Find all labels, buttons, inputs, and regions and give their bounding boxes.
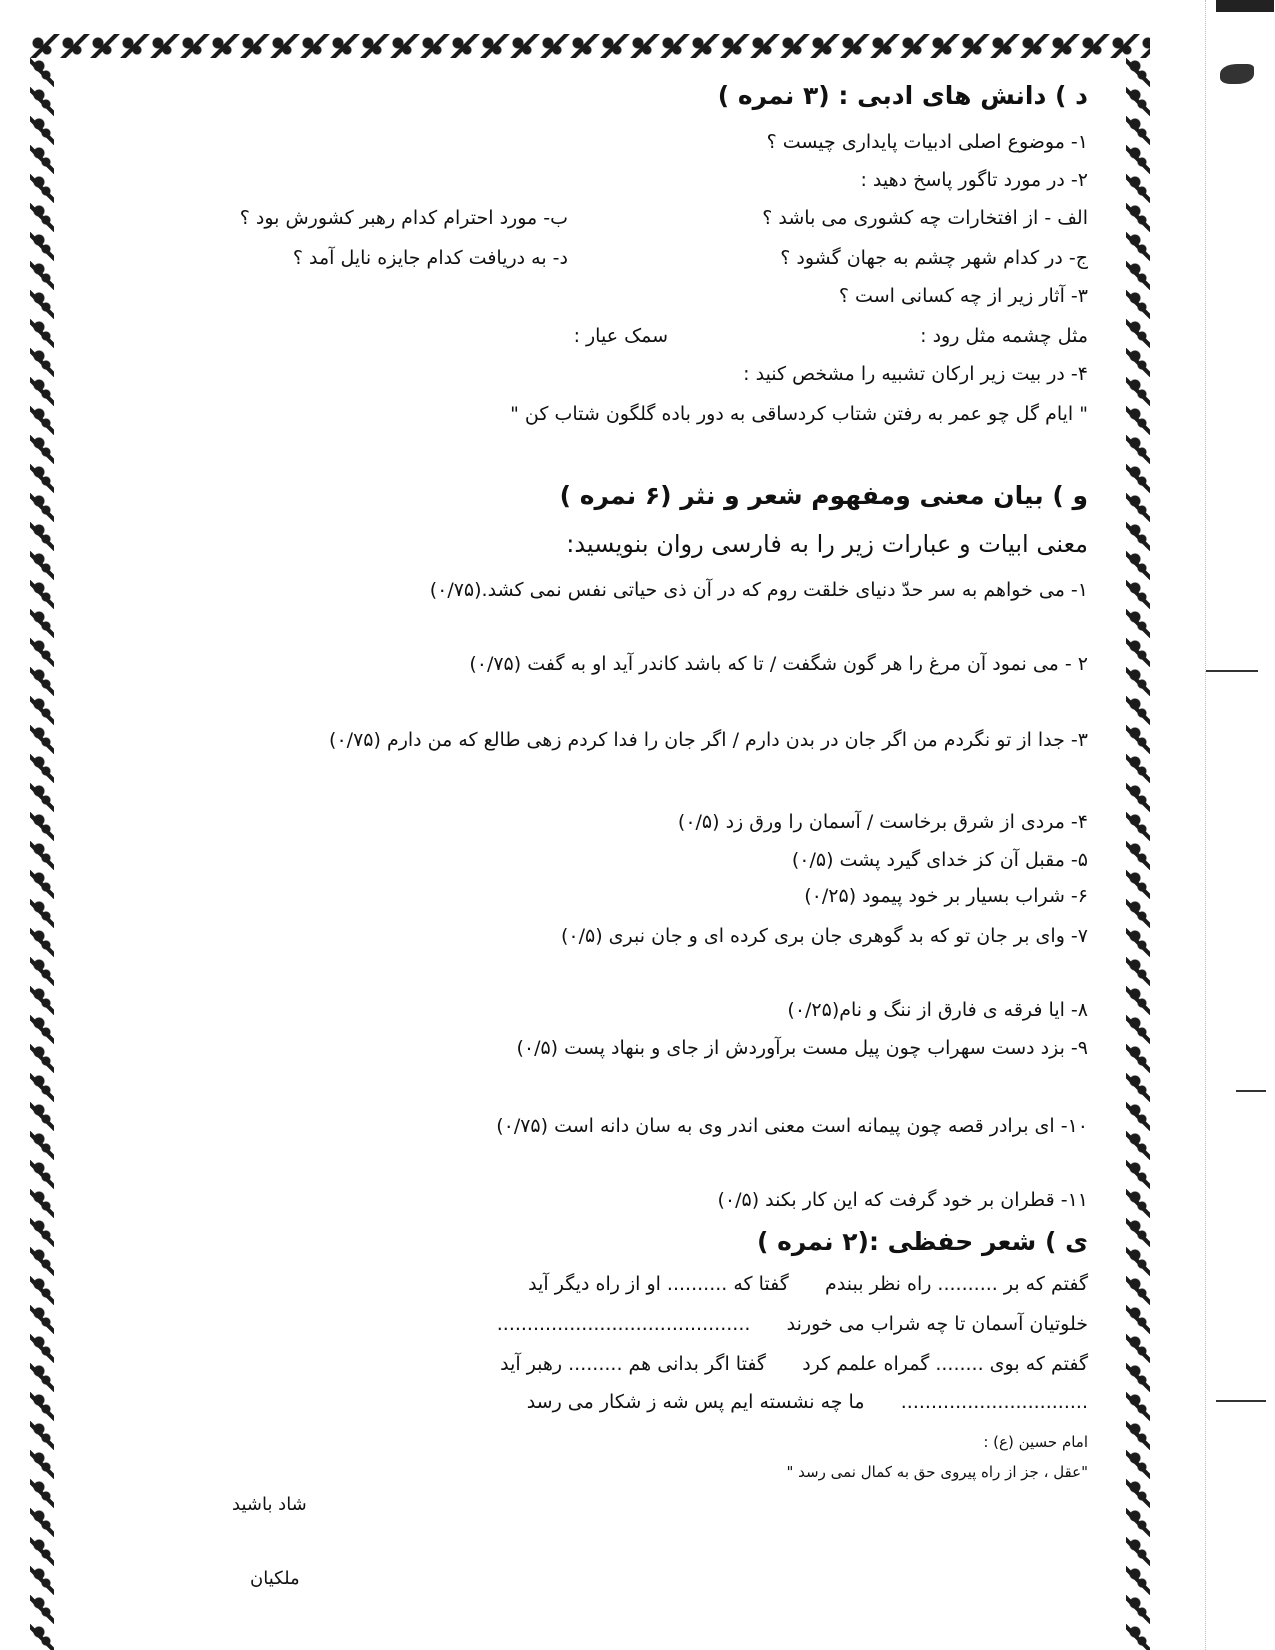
- meaning-item-5: ۵- مقبل آن کز خدای گیرد پشت (۰/۵): [791, 849, 1088, 871]
- meaning-item-3: ۳- جدا از تو نگردم من اگر جان در بدن دارم / اگر جان را فدا کردم زهی طالع که من دارم (۰/۷۵): [329, 729, 1088, 751]
- section-v-instruction: معنی ابیات و عبارات زیر را به فارسی روان بنویسید:: [566, 530, 1088, 558]
- edge-ink-mark: [1220, 64, 1254, 84]
- page-edge: [1205, 0, 1275, 1650]
- question-d2b: ب- مورد احترام کدام رهبر کشورش بود ؟: [239, 207, 568, 229]
- section-d-heading: د ) دانش های ادبی : (۳ نمره ): [717, 81, 1088, 110]
- meaning-item-10: ۱۰- ای برادر قصه چون پیمانه است معنی اندر وی به سان دانه است (۰/۷۵): [496, 1115, 1088, 1137]
- footer-teacher-name: ملکیان: [250, 1568, 300, 1589]
- section-y-heading: ی ) شعر حفظی :(۲ نمره ): [756, 1227, 1088, 1256]
- edge-line: [1216, 1400, 1266, 1402]
- meaning-item-6: ۶- شراب بسیار بر خود پیمود (۰/۲۵): [804, 885, 1088, 907]
- footer-greeting: شاد باشید: [232, 1494, 307, 1515]
- question-d3a: مثل چشمه مثل رود :: [920, 325, 1088, 347]
- ornament-border-right: [1126, 58, 1150, 1650]
- question-d4: ۴- در بیت زیر ارکان تشبیه را مشخص کنید :: [743, 363, 1088, 385]
- meaning-item-8: ۸- ایا فرقه ی فارق از ننگ و نام(۰/۲۵): [787, 999, 1088, 1021]
- question-d2c: ج- در کدام شهر چشم به جهان گشود ؟: [780, 247, 1088, 269]
- question-d4-verse-a: " ایام گل چو عمر به رفتن شتاب کرد: [797, 403, 1088, 425]
- meaning-item-2: ۲ - می نمود آن مرغ را هر گون شگفت / تا که باشد کاندر آید او به گفت (۰/۷۵): [469, 653, 1088, 675]
- question-d3b: سمک عیار :: [573, 325, 668, 347]
- ornament-border-top: [30, 34, 1150, 58]
- question-d4-verse-b: ساقی به دور باده گلگون شتاب کن ": [510, 403, 798, 425]
- quote-author: امام حسین (ع) :: [983, 1433, 1088, 1451]
- question-d2d: د- به دریافت کدام جایزه نایل آمد ؟: [292, 247, 568, 269]
- meaning-item-1: ۱- می خواهم به سر حدّ دنیای خلقت روم که در آن ذی حیاتی نفس نمی کشد.(۰/۷۵): [429, 579, 1088, 601]
- meaning-item-11: ۱۱- قطران بر خود گرفت که این کار بکند (۰/۵): [717, 1189, 1088, 1211]
- edge-line: [1236, 1090, 1266, 1092]
- quote-text: "عقل ، جز از راه پیروی حق به کمال نمی رسد ": [786, 1463, 1088, 1481]
- question-d2a: الف - از افتخارات چه کشوری می باشد ؟: [762, 207, 1088, 229]
- poem-line-4: ............................... ما چه نشسته ایم پس شه ز شکار می رسد: [526, 1391, 1088, 1413]
- meaning-item-4: ۴- مردی از شرق برخاست / آسمان را ورق زد (۰/۵): [677, 811, 1088, 833]
- poem-line-1: گفتم که بر .......... راه نظر ببندم گفتا که .......... او از راه دیگر آید: [528, 1273, 1088, 1295]
- question-d3: ۳- آثار زیر از چه کسانی است ؟: [838, 285, 1088, 307]
- meaning-item-7: ۷- وای بر جان تو که بد گوهری جان بری کرده ای و جان نبری (۰/۵): [561, 925, 1088, 947]
- question-d2: ۲- در مورد تاگور پاسخ دهید :: [860, 169, 1088, 191]
- edge-line: [1206, 670, 1258, 672]
- question-d1: ۱- موضوع اصلی ادبیات پایداری چیست ؟: [766, 131, 1088, 153]
- meaning-item-9: ۹- بزد دست سهراب چون پیل مست برآوردش از جای و بنهاد پست (۰/۵): [516, 1037, 1088, 1059]
- section-v-heading: و ) بیان معنی ومفهوم شعر و نثر (۶ نمره ): [559, 481, 1088, 510]
- poem-line-2: خلوتیان آسمان تا چه شراب می خورند ..........................................: [496, 1313, 1088, 1335]
- ornament-border-left: [30, 58, 54, 1650]
- poem-line-3: گفتم که بوی ........ گمراه علمم کرد گفتا اگر بدانی هم ......... رهبر آید: [500, 1353, 1088, 1375]
- edge-mark: [1216, 0, 1274, 12]
